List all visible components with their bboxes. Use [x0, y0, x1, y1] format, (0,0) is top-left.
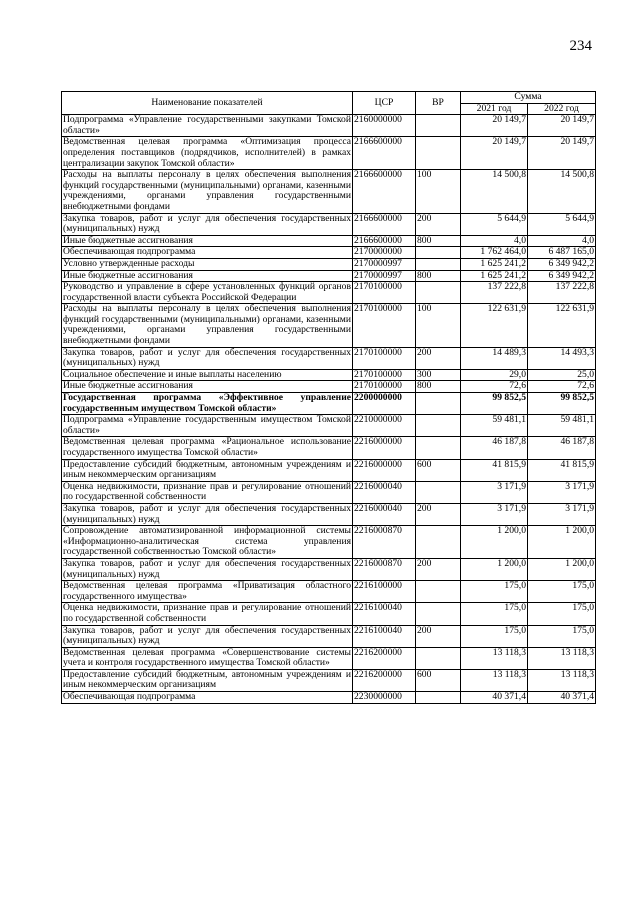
- row-name-cell: Обеспечивающая подпрограмма: [62, 247, 353, 259]
- row-name-cell: Закупка товаров, работ и услуг для обеспечения государственных (муниципальных) нужд: [63, 502, 351, 525]
- row-amount-2022-cell: 59 481,1: [528, 415, 596, 437]
- row-amount-2021-cell: 14 489,3: [461, 347, 528, 369]
- row-amount-2021-cell: 4,0: [461, 235, 528, 247]
- row-csr-cell: 2166600000: [353, 213, 416, 235]
- table-row: [62, 481, 596, 503]
- row-amount-2022-cell: 25,0: [528, 369, 596, 381]
- header-sum: Сумма: [461, 92, 596, 104]
- row-name-cell: Подпрограмма «Управление государственным имуществом Томской области»: [63, 414, 351, 436]
- row-amount-2021-cell: 1 200,0: [461, 526, 528, 559]
- row-amount-2021-cell: 175,0: [461, 625, 528, 647]
- row-vr-cell: [416, 393, 461, 415]
- row-vr-cell: 800: [416, 235, 461, 247]
- row-amount-2022-cell: 1 200,0: [528, 558, 596, 580]
- row-amount-2021-cell: 3 171,9: [461, 503, 528, 525]
- table-row: [62, 369, 596, 381]
- table-row: [62, 669, 596, 691]
- row-name-cell: Предоставление субсидий бюджетным, автономным учреждениям и иным некоммерческим организациям: [63, 668, 351, 691]
- table-row: [62, 137, 596, 170]
- row-amount-2022-cell: 175,0: [528, 603, 596, 625]
- row-csr-cell: 2216000040: [353, 503, 416, 525]
- table-row: [62, 258, 596, 270]
- table-row: [62, 437, 596, 459]
- row-amount-2021-cell: 14 500,8: [461, 170, 528, 213]
- row-amount-2022-cell: 137 222,8: [528, 282, 596, 304]
- row-amount-2022-cell: 3 171,9: [528, 503, 596, 525]
- row-vr-cell: [416, 692, 461, 704]
- table-row: [62, 647, 596, 669]
- row-csr-cell: 2216000000: [353, 437, 416, 459]
- table-row: [62, 692, 596, 704]
- row-csr-cell: 2216000040: [353, 481, 416, 503]
- row-csr-cell: 2216000000: [353, 459, 416, 481]
- row-amount-2021-cell: 46 187,8: [461, 437, 528, 459]
- row-vr-cell: 600: [416, 459, 461, 481]
- row-csr-cell: 2216100040: [353, 625, 416, 647]
- row-amount-2021-cell: 1 625 241,2: [461, 270, 528, 282]
- row-amount-2021-cell: 13 118,3: [461, 647, 528, 669]
- row-csr-cell: 2216000870: [353, 526, 416, 559]
- row-name-cell: Предоставление субсидий бюджетным, автономным учреждениям и иным некоммерческим организациям: [63, 458, 351, 481]
- row-vr-cell: 300: [416, 369, 461, 381]
- row-amount-2022-cell: 13 118,3: [528, 669, 596, 691]
- row-vr-cell: 100: [416, 170, 461, 213]
- row-amount-2021-cell: 1 762 464,0: [461, 247, 528, 259]
- row-name-cell: Закупка товаров, работ и услуг для обеспечения государственных (муниципальных) нужд: [63, 212, 351, 235]
- row-vr-cell: [416, 137, 461, 170]
- row-csr-cell: 2210000000: [353, 415, 416, 437]
- table-row: [62, 503, 596, 525]
- row-vr-cell: 200: [416, 558, 461, 580]
- row-amount-2022-cell: 14 500,8: [528, 170, 596, 213]
- row-vr-cell: [416, 581, 461, 603]
- row-amount-2021-cell: 3 171,9: [461, 481, 528, 503]
- row-amount-2021-cell: 20 149,7: [461, 115, 528, 137]
- row-name-cell: Расходы на выплаты персоналу в целях обеспечения выполнения функций государственными (муниципальными) органами, казенными учреждениями, органами управления государственными внебюджетными фондами: [63, 303, 351, 347]
- row-csr-cell: 2160000000: [353, 115, 416, 137]
- table-row: [62, 270, 596, 282]
- row-csr-cell: 2170000000: [353, 247, 416, 259]
- row-csr-cell: 2216200000: [353, 647, 416, 669]
- row-amount-2022-cell: 20 149,7: [528, 137, 596, 170]
- row-name-cell: Закупка товаров, работ и услуг для обеспечения государственных (муниципальных) нужд: [63, 624, 351, 647]
- table-row: [62, 247, 596, 259]
- row-vr-cell: [416, 115, 461, 137]
- row-vr-cell: 800: [416, 381, 461, 393]
- row-amount-2022-cell: 175,0: [528, 625, 596, 647]
- table-row: [62, 581, 596, 603]
- page-number: 234: [569, 38, 592, 54]
- row-amount-2021-cell: 59 481,1: [461, 415, 528, 437]
- row-amount-2022-cell: 41 815,9: [528, 459, 596, 481]
- row-csr-cell: 2170000997: [353, 270, 416, 282]
- row-amount-2022-cell: 3 171,9: [528, 481, 596, 503]
- row-amount-2021-cell: 137 222,8: [461, 282, 528, 304]
- row-name-cell: Закупка товаров, работ и услуг для обеспечения государственных (муниципальных) нужд: [63, 346, 351, 369]
- row-vr-cell: [416, 282, 461, 304]
- row-amount-2021-cell: 41 815,9: [461, 459, 528, 481]
- row-vr-cell: [416, 415, 461, 437]
- row-amount-2022-cell: 13 118,3: [528, 647, 596, 669]
- row-csr-cell: 2170100000: [353, 369, 416, 381]
- table-header: [62, 92, 596, 115]
- row-amount-2022-cell: 20 149,7: [528, 115, 596, 137]
- row-vr-cell: [416, 247, 461, 259]
- row-name-cell: Иные бюджетные ассигнования: [62, 270, 353, 282]
- row-amount-2022-cell: 6 349 942,2: [528, 258, 596, 270]
- row-vr-cell: 600: [416, 669, 461, 691]
- row-name-cell: Иные бюджетные ассигнования: [62, 381, 353, 393]
- header-vr: ВР: [416, 92, 461, 115]
- row-name-cell: Обеспечивающая подпрограмма: [62, 692, 353, 704]
- row-name-cell: Ведомственная целевая программа «Рациональное использование государственного имущества Томской области»: [63, 436, 351, 458]
- row-csr-cell: 2170000997: [353, 258, 416, 270]
- budget-table: [61, 91, 596, 704]
- row-vr-cell: 200: [416, 625, 461, 647]
- row-name-cell: Руководство и управление в сфере установленных функций органов государственной власти субъекта Российской Федерации: [63, 281, 351, 303]
- row-vr-cell: [416, 258, 461, 270]
- row-amount-2021-cell: 20 149,7: [461, 137, 528, 170]
- row-amount-2022-cell: 14 493,3: [528, 347, 596, 369]
- row-amount-2022-cell: 1 200,0: [528, 526, 596, 559]
- row-name-cell: Расходы на выплаты персоналу в целях обеспечения выполнения функций государственными (муниципальными) органами, казенными учреждениями, органами управления государственными внебюджетными фондами: [63, 169, 351, 212]
- row-name-cell: Подпрограмма «Управление государственными закупками Томской области»: [63, 114, 351, 136]
- table-row: [62, 347, 596, 369]
- row-name-cell: Ведомственная целевая программа «Приватизация областного государственного имущества»: [63, 580, 351, 602]
- row-name-cell: Социальное обеспечение и иные выплаты населению: [62, 369, 353, 381]
- row-amount-2021-cell: 72,6: [461, 381, 528, 393]
- row-csr-cell: 2200000000: [353, 393, 416, 415]
- row-vr-cell: 800: [416, 270, 461, 282]
- row-csr-cell: 2216000870: [353, 558, 416, 580]
- table-row: [62, 235, 596, 247]
- row-csr-cell: 2170100000: [353, 347, 416, 369]
- table-row: [62, 558, 596, 580]
- row-name-cell: Сопровождение автоматизированной информационной системы «Информационно-аналитическая система управления государственной собственностью Томской области»: [63, 525, 351, 558]
- row-amount-2021-cell: 1 625 241,2: [461, 258, 528, 270]
- row-amount-2021-cell: 175,0: [461, 581, 528, 603]
- row-amount-2021-cell: 40 371,4: [461, 692, 528, 704]
- row-name-cell: Ведомственная целевая программа «Оптимизация процесса определения поставщиков (подрядчиков, исполнителей) в рамках централизации закупок Томской области»: [63, 136, 351, 169]
- row-name-cell: Условно утвержденные расходы: [62, 258, 353, 270]
- row-amount-2021-cell: 175,0: [461, 603, 528, 625]
- row-amount-2021-cell: 99 852,5: [461, 393, 528, 415]
- row-csr-cell: 2170100000: [353, 304, 416, 347]
- table-row: [62, 625, 596, 647]
- row-csr-cell: 2216100000: [353, 581, 416, 603]
- header-year-2022: 2022 год: [528, 103, 596, 115]
- row-name-cell: Ведомственная целевая программа «Совершенствование системы учета и контроля государственного имущества Томской области»: [63, 646, 351, 669]
- row-vr-cell: 200: [416, 347, 461, 369]
- table-row: [62, 393, 596, 415]
- table-body: [62, 115, 596, 703]
- header-year-2021: 2021 год: [461, 103, 528, 115]
- row-csr-cell: 2216100040: [353, 603, 416, 625]
- row-name-cell: Оценка недвижимости, признание прав и регулирование отношений по государственной собственности: [63, 480, 351, 503]
- row-vr-cell: [416, 603, 461, 625]
- table-row: [62, 115, 596, 137]
- row-amount-2021-cell: 13 118,3: [461, 669, 528, 691]
- row-amount-2021-cell: 29,0: [461, 369, 528, 381]
- row-csr-cell: 2230000000: [353, 692, 416, 704]
- row-name-cell: Иные бюджетные ассигнования: [62, 235, 353, 247]
- row-amount-2022-cell: 122 631,9: [528, 304, 596, 347]
- table-row: [62, 213, 596, 235]
- row-csr-cell: 2166600000: [353, 137, 416, 170]
- row-vr-cell: [416, 526, 461, 559]
- row-amount-2021-cell: 5 644,9: [461, 213, 528, 235]
- row-amount-2022-cell: 99 852,5: [528, 393, 596, 415]
- row-csr-cell: 2166600000: [353, 170, 416, 213]
- table-row: [62, 526, 596, 559]
- table-row: [62, 282, 596, 304]
- row-name-cell: Государственная программа «Эффективное управление государственным имуществом Томской области»: [63, 392, 351, 414]
- row-csr-cell: 2216200000: [353, 669, 416, 691]
- header-csr: ЦСР: [353, 92, 416, 115]
- row-vr-cell: [416, 437, 461, 459]
- table-row: [62, 304, 596, 347]
- row-name-cell: Закупка товаров, работ и услуг для обеспечения государственных (муниципальных) нужд: [63, 557, 351, 580]
- row-vr-cell: 200: [416, 503, 461, 525]
- row-amount-2022-cell: 40 371,4: [528, 692, 596, 704]
- row-csr-cell: 2170100000: [353, 381, 416, 393]
- row-amount-2021-cell: 122 631,9: [461, 304, 528, 347]
- table-row: [62, 170, 596, 213]
- table-row: [62, 459, 596, 481]
- row-amount-2022-cell: 46 187,8: [528, 437, 596, 459]
- row-amount-2022-cell: 5 644,9: [528, 213, 596, 235]
- row-name-cell: Оценка недвижимости, признание прав и регулирование отношений по государственной собственности: [63, 602, 351, 624]
- table-row: [62, 415, 596, 437]
- row-vr-cell: 200: [416, 213, 461, 235]
- table-row: [62, 381, 596, 393]
- row-amount-2022-cell: 6 487 165,0: [528, 247, 596, 259]
- row-csr-cell: 2166600000: [353, 235, 416, 247]
- row-amount-2022-cell: 4,0: [528, 235, 596, 247]
- header-name: Наименование показателей: [62, 92, 353, 115]
- row-vr-cell: 100: [416, 304, 461, 347]
- row-csr-cell: 2170100000: [353, 282, 416, 304]
- row-amount-2021-cell: 1 200,0: [461, 558, 528, 580]
- table-row: [62, 603, 596, 625]
- row-vr-cell: [416, 481, 461, 503]
- row-amount-2022-cell: 6 349 942,2: [528, 270, 596, 282]
- row-vr-cell: [416, 647, 461, 669]
- row-amount-2022-cell: 72,6: [528, 381, 596, 393]
- row-amount-2022-cell: 175,0: [528, 581, 596, 603]
